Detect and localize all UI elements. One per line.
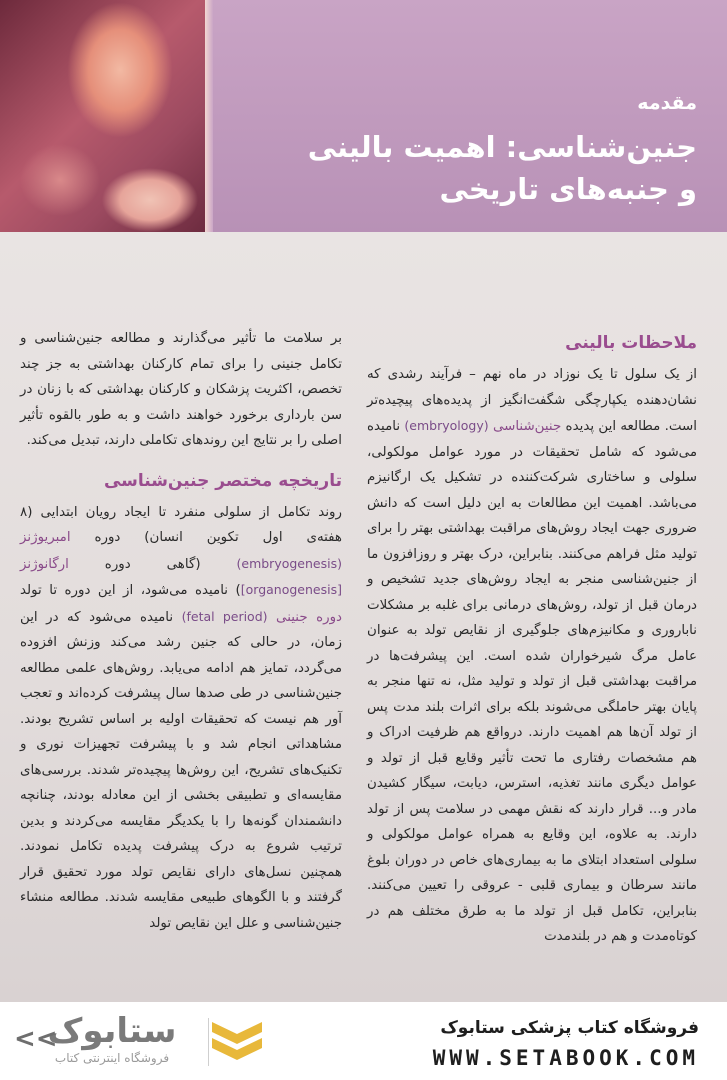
text-run: روند تکامل از سلولی منفرد تا ایجاد رویان ابتدایی (۸ هفته‌ی اول تکوین انسان) دوره [20, 504, 342, 545]
term-fetal-period-en: (fetal period) [181, 608, 268, 624]
logo-main-text: ستابوک [47, 1011, 177, 1051]
term-embryogenesis-fa: امبریوژنز [20, 530, 71, 545]
chapter-header [0, 0, 727, 232]
term-organogenesis-en: [organogenesis] [240, 582, 342, 597]
chapter-kicker: مقدمه [637, 92, 697, 114]
text-run: ) نامیده می‌شود، از این دوره تا تولد [20, 583, 241, 598]
setabook-chevron-logo-icon [208, 1018, 266, 1066]
section-heading-clinical: ملاحظات بالینی [565, 333, 697, 353]
store-footer-banner [0, 1002, 727, 1080]
left-column [20, 326, 342, 936]
right-column [367, 328, 697, 950]
text-run: از یک سلول تا یک نوزاد در ماه نهم – فرآیند رشدی که نشان‌دهنده یکپارچگی شگفت‌انگیز از پدیده‌های پیچیده‌تر است. مطالعه این پدیده [367, 367, 697, 434]
photo-border [205, 0, 213, 232]
paragraph-clinical [367, 362, 697, 950]
term-embryogenesis-en: (embryogenesis) [236, 555, 342, 571]
store-name: فروشگاه کتاب پزشکی ستابوک [440, 1018, 699, 1038]
logo-sub-text: فروشگاه اینترنتی کتاب [54, 1051, 170, 1065]
chapter-title-line2: و جنبه‌های تاریخی [439, 172, 697, 206]
paragraph-history [20, 500, 342, 937]
spacer [20, 454, 342, 466]
chapter-title-line1: جنین‌شناسی: اهمیت بالینی [307, 130, 697, 164]
paragraph-intro-continued: بر سلامت ما تأثیر می‌گذارند و مطالعه جنین‌شناسی و تکامل جنینی را برای تمام کارکنان بهداشتی به جز چند تخصص، اکثریت پزشکان و کارکنان بهداشتی که با زنان در سن بارداری برخورد خواهند داشت و به طور بالقوه تأثیر اصلی را بر نتایج این روندهای تکاملی دارند، تبدیل می‌کند. [20, 331, 342, 448]
fetus-photo [0, 0, 210, 232]
text-run: (گاهی دوره [68, 556, 237, 572]
term-embryology-en: (embryology) [404, 418, 489, 433]
text-run: نامیده می‌شود که در این زمان، در حالی که جنین رشد می‌کند وزنش افزوده می‌گردد، تمایز هم ادامه می‌یابد. روش‌های علمی مطالعه جنین‌شناسی در طی صدها سال پیشرفت کرده‌اند و تعجب آور هم نیست که تحقیقات اولیه بر اساس تشریح بودند. مشاهداتی انجام شد و با پیشرفت تجهیزات نوری و تکنیک‌های تشریح، این روش‌ها پیچیده‌تر شدند. بررسی‌های مقایسه‌ای و تطبیقی بخشی از این معادله بودند، چنانچه دانشمندان گونه‌ها را با یکدیگر مقایسه می‌کردند و بدین ترتیب شروع به درک پیشرفت پدیده تکامل نمودند. همچنین نسل‌های دارای نقایص تولد مورد تحقیق قرار گرفتند و با الگوهای طبیعی مقایسه شدند. مطالعه منشاء جنین‌شناسی و علل این نقایص تولد [20, 609, 342, 931]
term-organogenesis-fa: ارگانوژنز [20, 556, 69, 572]
double-chevron-left-icon: << [14, 1024, 58, 1054]
section-heading-history: تاریخچه مختصر جنین‌شناسی [103, 470, 342, 491]
term-embryology-fa: جنین‌شناسی [492, 419, 562, 434]
store-url[interactable]: WWW.SETABOOK.COM [432, 1046, 699, 1070]
term-fetal-period-fa: دوره جنینی [276, 609, 342, 625]
text-run: نامیده می‌شود که شامل تحقیقات در مورد عوامل مولکولی، سلولی و ساختاری شرکت‌کننده در تشکیل یک ارگانیزم می‌باشد. اهمیت این مطالعات به این دلیل است که دانش ضروری جهت ایجاد روش‌های مراقبت بهداشتی بهتر را برای تولید مثل فراهم می‌کنند. بنابراین، درک بهتر و روزافزون ما از جنین‌شناسی منجر به ایجاد روش‌های جدید تشخیص و درمان قبل از تولد، روش‌های درمانی برای غلبه بر مشکلات ناباروری و مکانیزم‌های جلوگیری از نقایص تولد به عنوان عامل مرگ شیرخواران شده است. این پیشرفت‌ها در مراقبت بهداشتی قبل از تولد و تولید مثل، نه تنها منجر به پایان بهتر حاملگی می‌شوند بلکه برای اثرات بلند مدت پس از تولد آن‌ها هم اهمیت دارند. درواقع هم ظرفیت ادراک و هم مشخصات رفتاری ما تحت تأثیر وقایع قبل از تولد و عوامل دیگری مانند تغذیه، استرس، دیابت، سیگار کشیدن مادر و... قرار دارند که نقش مهمی در سلامت پس از تولد دارند. به علاوه، این وقایع به همراه عوامل مولکولی و سلولی استعداد ابتلای ما به بیماری‌های خاص در دوران بلوغ مانند سرطان و بیماری قلبی - عروقی را تعیین می‌کنند. بنابراین، تکامل قبل از تولد ما به طرق مختلف هم در کوتاه‌مدت و هم در بلندمدت [367, 419, 697, 944]
